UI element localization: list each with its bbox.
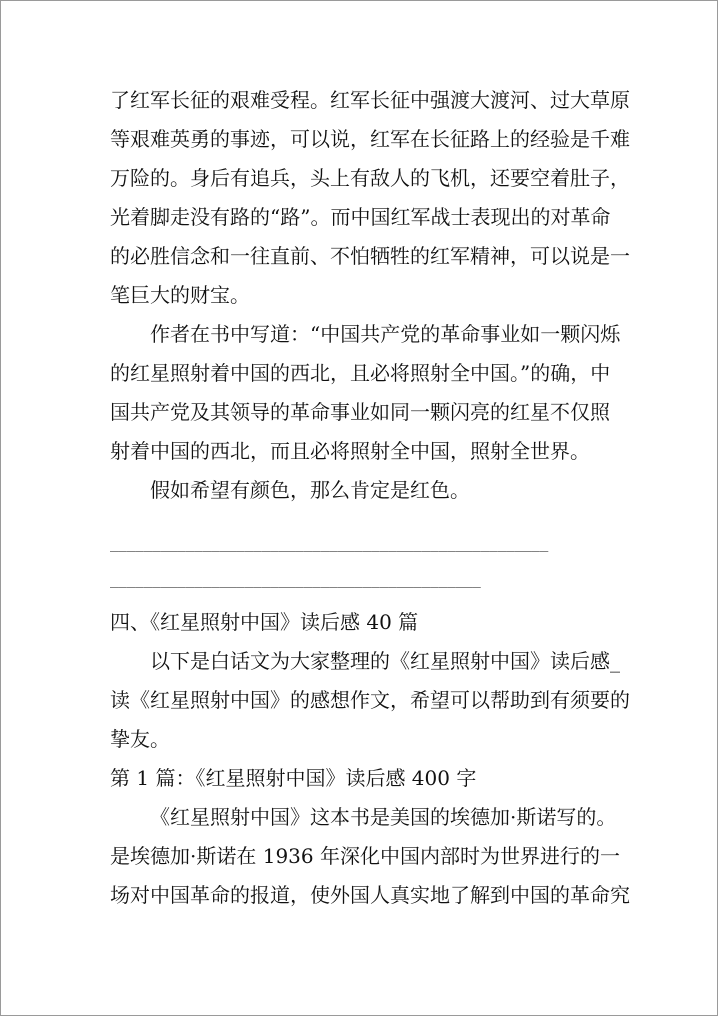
text-line: 的红星照射着中国的西北，且必将照射全中国。”的确，中 [110,361,611,385]
separator-line: ____________________________________________ [110,572,481,588]
separator-line: ____________________________________________________ [110,536,549,552]
paragraph-start-line: 假如希望有颜色，那么肯定是红色。 [150,478,470,502]
text-line: 了红军长征的艰难受程。红军长征中强渡大渡河、过大草原 [110,88,630,112]
paragraph-start-line: 《红星照射中国》这本书是美国的埃德加·斯诺写的。 [150,805,617,829]
text-line: 是埃德加·斯诺在 1936 年深化中国内部时为世界进行的一 [110,844,620,868]
paragraph-start-line: 以下是白话文为大家整理的《红星照射中国》读后感_ [150,649,620,673]
text-line: 等艰难英勇的事迹，可以说，红军在长征路上的经验是千难 [110,127,630,151]
text-line: 射着中国的西北，而且必将照射全中国，照射全世界。 [110,439,590,463]
text-line: 笔巨大的财宝。 [110,283,250,307]
section-heading: 四、《红星照射中国》读后感 40 篇 [110,610,419,634]
article-heading: 第 1 篇：《红星照射中国》读后感 400 字 [110,766,477,790]
document-body [110,84,630,911]
text-line: 读《红星照射中国》的感想作文，希望可以帮助到有须要的 [110,688,630,712]
text-line: 国共产党及其领导的革命事业如同一颗闪亮的红星不仅照 [110,400,610,424]
text-line: 挚友。 [110,727,170,751]
text-line: 万险的。身后有追兵，头上有敌人的飞机，还要空着肚子， [110,166,630,190]
paragraph-start-line: 作者在书中写道：“中国共产党的革命事业如一颗闪烁 [150,322,621,346]
text-line: 光着脚走没有路的“路”。而中国红军战士表现出的对革命 [110,205,611,229]
text-line: 的必胜信念和一往直前、不怕牺牲的红军精神，可以说是一 [110,244,630,268]
text-line: 场对中国革命的报道，使外国人真实地了解到中国的革命究 [110,883,630,907]
